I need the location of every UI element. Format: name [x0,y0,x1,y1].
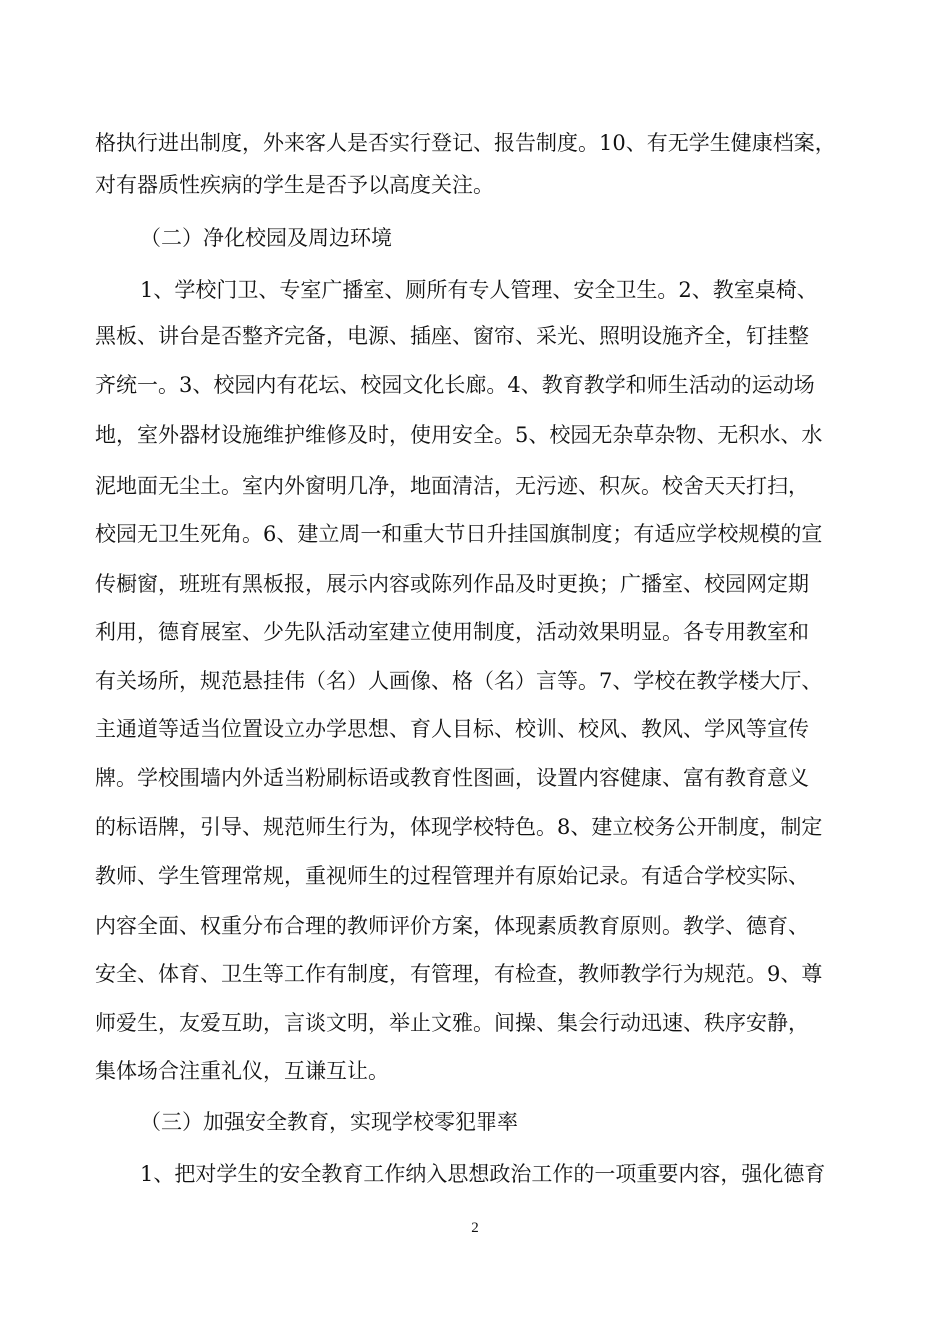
paragraph-line: 1、学校门卫、专室广播室、厕所有专人管理、安全卫生。2、教室桌椅、 [140,278,818,302]
paragraph-line: 集体场合注重礼仪，互谦互让。 [95,1059,389,1083]
paragraph-line: 格执行进出制度，外来客人是否实行登记、报告制度。10、有无学生健康档案， [95,131,836,155]
paragraph-line: 1、把对学生的安全教育工作纳入思想政治工作的一项重要内容，强化德育 [140,1162,826,1186]
paragraph-line: 牌。学校围墙内外适当粉刷标语或教育性图画，设置内容健康、富有教育意义 [95,766,809,790]
paragraph-line: 师爱生，友爱互助，言谈文明，举止文雅。间操、集会行动迅速、秩序安静， [95,1011,809,1035]
paragraph-line: 教师、学生管理常规，重视师生的过程管理并有原始记录。有适合学校实际、 [95,864,809,888]
section-heading: （二）净化校园及周边环境 [140,226,392,250]
page-number: 2 [471,1220,479,1236]
paragraph-line: 传橱窗，班班有黑板报，展示内容或陈列作品及时更换；广播室、校园网定期 [95,572,809,596]
paragraph-line: 校园无卫生死角。6、建立周一和重大节日升挂国旗制度；有适应学校规模的宣 [95,522,823,546]
paragraph-line: 地，室外器材设施维护维修及时，使用安全。5、校园无杂草杂物、无积水、水 [95,423,823,447]
paragraph-line: 利用，德育展室、少先队活动室建立使用制度，活动效果明显。各专用教室和 [95,620,809,644]
paragraph-line: 齐统一。3、校园内有花坛、校园文化长廊。4、教育教学和师生活动的运动场 [95,373,815,397]
paragraph-line: 主通道等适当位置设立办学思想、育人目标、校训、校风、教风、学风等宣传 [95,717,809,741]
paragraph-line: 有关场所，规范悬挂伟（名）人画像、格（名）言等。7、学校在教学楼大厅、 [95,669,823,693]
paragraph-line: 内容全面、权重分布合理的教师评价方案，体现素质教育原则。教学、德育、 [95,914,809,938]
paragraph-line: 对有器质性疾病的学生是否予以高度关注。 [95,173,494,197]
paragraph-line: 安全、体育、卫生等工作有制度，有管理，有检查，教师教学行为规范。9、尊 [95,962,823,986]
paragraph-line: 黑板、讲台是否整齐完备，电源、插座、窗帘、采光、照明设施齐全，钉挂整 [95,324,809,348]
paragraph-line: 的标语牌，引导、规范师生行为，体现学校特色。8、建立校务公开制度，制定 [95,815,823,839]
section-heading: （三）加强安全教育，实现学校零犯罪率 [140,1110,518,1134]
paragraph-line: 泥地面无尘土。室内外窗明几净，地面清洁，无污迹、积灰。校舍天天打扫， [95,474,809,498]
